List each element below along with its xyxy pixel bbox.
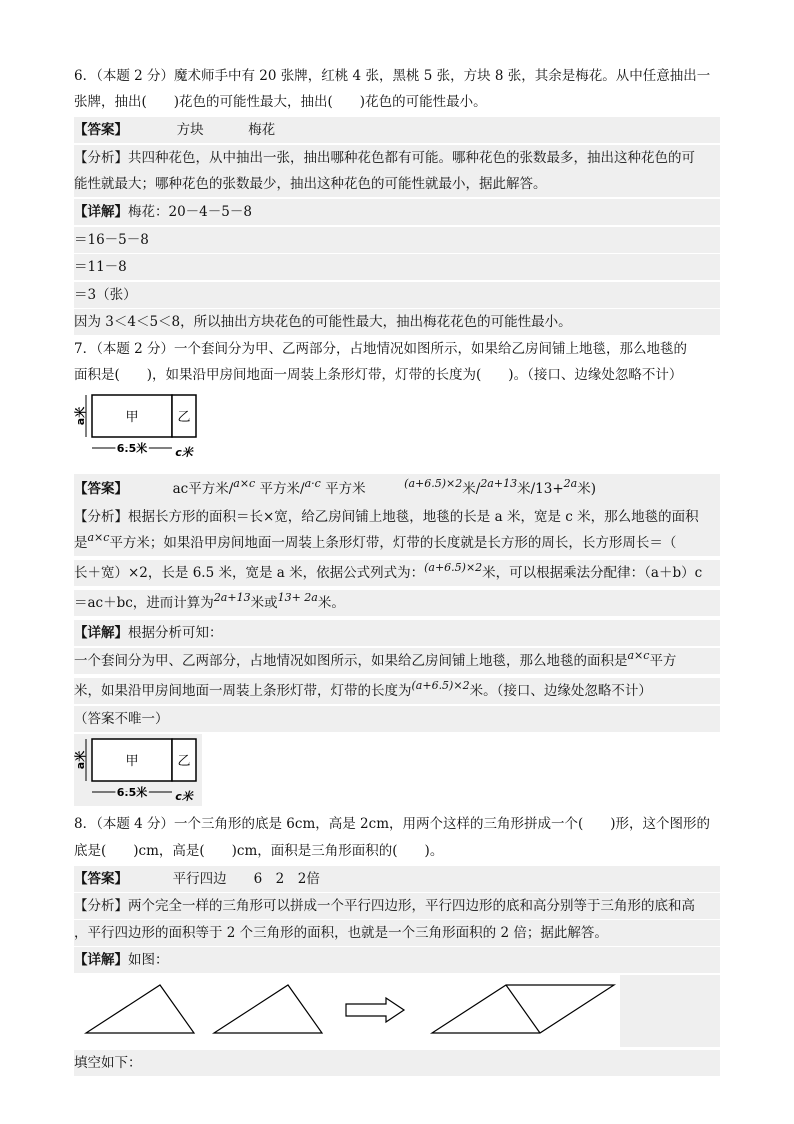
- answer-value-2: 梅花: [248, 122, 276, 138]
- answer-label: 【答案】: [74, 122, 128, 138]
- room-b-label: 乙: [177, 410, 191, 425]
- math-expr: a×c: [87, 531, 110, 544]
- text: 平方米；如果沿甲房间地面一周装上条形灯带，灯带的长度就是长方形的周长，长方形周长＝（: [109, 535, 677, 551]
- answer-part: ac平方米/: [172, 481, 234, 497]
- q8-analysis-line2: ，平行四边形的面积等于 2 个三角形的面积，也就是一个三角形面积的 2 倍；据此解答。: [74, 920, 720, 946]
- q7-detail-line2: [74, 648, 720, 674]
- q6-detail-line3: ＝11－8: [74, 254, 720, 280]
- q7-analysis-line3: [74, 560, 720, 586]
- detail-label: 【详解】: [74, 952, 128, 968]
- width-label: 6.5米: [116, 786, 148, 799]
- q7-answer: [74, 474, 720, 504]
- math-expr: (a+6.5)×2: [424, 561, 483, 574]
- math-expr: 2a+13: [480, 477, 518, 490]
- room-b-label: 乙: [177, 754, 191, 769]
- answer-value-1: 方块: [176, 122, 204, 138]
- q8-answer: [74, 866, 720, 892]
- q7-analysis-line1: 【分析】根据长方形的面积＝长×宽，给乙房间铺上地毯，地毯的长是 a 米，宽是 c 米，那么地毯的面积: [74, 504, 720, 530]
- q6-answer: [74, 117, 720, 143]
- width-label: 6.5米: [116, 442, 148, 455]
- math-expr: 13+ 2a: [277, 591, 318, 604]
- height-label: a米: [74, 750, 87, 770]
- room-a-label: 甲: [125, 410, 139, 425]
- text: 长＋宽）×2，长是 6.5 米，宽是 a 米，依据公式列式为：: [74, 565, 425, 581]
- q7-analysis-line4: [74, 590, 720, 616]
- detail-label: 【详解】: [74, 625, 128, 641]
- answer-part: 米/13+: [517, 481, 564, 497]
- math-expr: 2a: [563, 477, 578, 490]
- text: 平方: [649, 653, 677, 669]
- answer-value: 平行四边 6 2 2倍: [172, 871, 320, 887]
- q6-detail-line2: ＝16－5－8: [74, 227, 720, 253]
- detail-text: 根据分析可知：: [128, 625, 223, 641]
- q6-detail-line1: [74, 199, 720, 225]
- answer-label: 【答案】: [74, 481, 128, 497]
- q6-analysis-line2: 能性就最大；哪种花色的张数最少，抽出这种花色的可能性就最小，据此解答。: [74, 171, 720, 197]
- math-expr: a×c: [233, 477, 256, 490]
- q8-stem-line1: 8．（本题 4 分）一个三角形的底是 6cm，高是 2cm，用两个这样的三角形拼成一个( )形，这个图形的: [74, 816, 711, 832]
- q6-stem-line1: 6．（本题 2 分）魔术师手中有 20 张牌，红桃 4 张，黑桃 5 张，方块 8 张，其余是梅花。从中任意抽出一: [74, 68, 711, 84]
- text: 米。（接口、边缘处忽略不计）: [469, 683, 652, 699]
- q7-detail-line1: [74, 620, 720, 646]
- q8-analysis-line1: 【分析】两个完全一样的三角形可以拼成一个平行四边形，平行四边形的底和高分别等于三角形的底和高: [74, 893, 720, 919]
- height-label: a米: [74, 406, 87, 426]
- text: 米或: [250, 595, 278, 611]
- room-diagram-1: [76, 392, 206, 462]
- answer-part: 平方米: [325, 481, 366, 497]
- room-diagram-2: [76, 736, 206, 806]
- q6-detail-line4: ＝3（张）: [74, 282, 720, 308]
- c-label: c米: [175, 446, 193, 459]
- q7-stem-line2: 面积是( )，如果沿甲房间地面一周装上条形灯带，灯带的长度为( )。（接口、边缘处忽略不计）: [74, 367, 683, 383]
- c-label: c米: [175, 790, 193, 803]
- answer-part: 米): [577, 481, 596, 497]
- text: 米。: [317, 595, 345, 611]
- answer-part: 米/: [462, 481, 481, 497]
- q7-stem-line1: 7．（本题 2 分）一个套间分为甲、乙两部分，占地情况如图所示，如果给乙房间铺上地毯，那么地毯的: [74, 341, 688, 357]
- q7-detail-line3: [74, 678, 720, 704]
- text: 一个套间分为甲、乙两部分，占地情况如图所示，如果给乙房间铺上地毯，那么地毯的面积是: [74, 653, 628, 669]
- room-a-label: 甲: [125, 754, 139, 769]
- q6-analysis-line1: 【分析】共四种花色，从中抽出一张，抽出哪种花色都有可能。哪种花色的张数最多，抽出这种花色的可: [74, 145, 720, 171]
- math-expr: a×c: [627, 649, 650, 662]
- text: 米，如果沿甲房间地面一周装上条形灯带，灯带的长度为: [74, 683, 412, 699]
- q6-stem-line2: 张牌，抽出( )花色的可能性最大，抽出( )花色的可能性最小。: [74, 94, 487, 110]
- triangle-figure: [74, 975, 620, 1047]
- math-expr: a·c: [304, 477, 321, 490]
- detail-text: 梅花：20－4－5－8: [128, 204, 252, 220]
- math-expr: (a+6.5)×2: [411, 679, 470, 692]
- q7-analysis-line2: [74, 530, 720, 556]
- text: 米，可以根据乘法分配律：（a＋b）c: [482, 565, 703, 581]
- q7-detail-line4: （答案不唯一）: [74, 706, 720, 732]
- q8-detail-line1: [74, 947, 720, 973]
- math-expr: 2a+13: [213, 591, 251, 604]
- answer-part: 平方米/: [259, 481, 305, 497]
- q8-stem-line2: 底是( )cm，高是( )cm，面积是三角形面积的( )。: [74, 843, 444, 859]
- q6-detail-line5: 因为 3＜4＜5＜8，所以抽出方块花色的可能性最大，抽出梅花花色的可能性最小。: [74, 309, 720, 335]
- detail-label: 【详解】: [74, 204, 128, 220]
- text: ＝ac＋bc，进而计算为: [74, 595, 214, 611]
- q8-detail-line2: 填空如下：: [74, 1050, 720, 1076]
- detail-text: 如图：: [128, 952, 169, 968]
- math-expr: (a+6.5)×2: [404, 477, 463, 490]
- text: 是: [74, 535, 88, 551]
- answer-label: 【答案】: [74, 871, 128, 887]
